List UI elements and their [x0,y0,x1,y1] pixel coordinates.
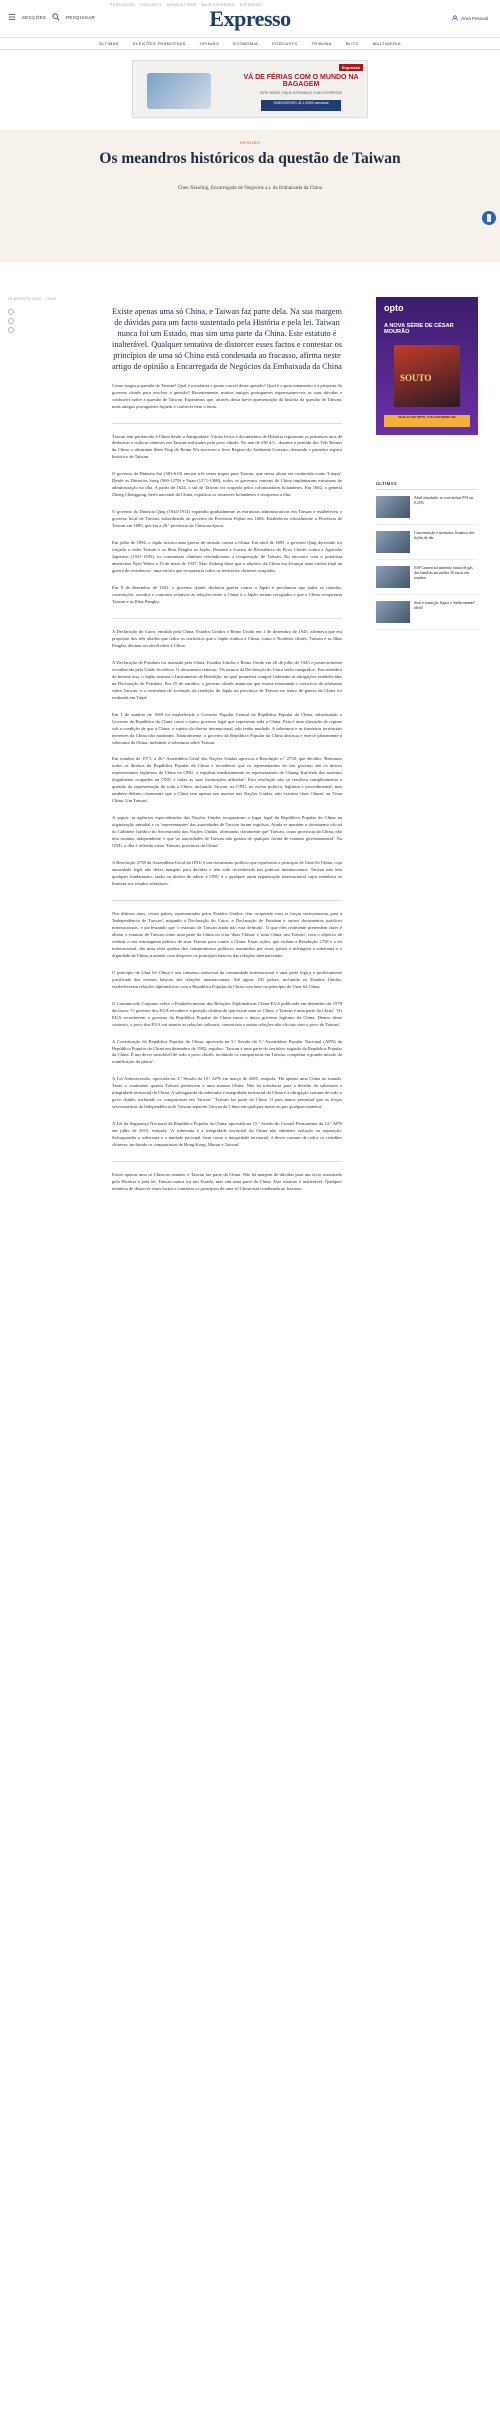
divider [112,618,342,619]
article-paragraph: Como surgiu a questão de Taiwan? Qual é a essência e ponto crucial desta questão? Qual é o posicionamento e a proposta do governo chinês para resolver a questão? Recentemente, muitos amigos portugueses expressaram-nos as suas dúvidas e confusões sobre a questão de Taiwan. Esperamos que, através desta breve apresentação da história da questão de Taiwan, mais amigos portugueses fiquem a conhecer bem o tema. [112,382,342,409]
article-paragraph: A Resolução 2758 da Assembleia Geral da ONU é um documento político que representa o princípio de Uma Só China, cuja autoridade legal não deixa margem para dúvidas e tem sido reconhecida nas práticas internacionais. Taiwan não tem qualquer fundamento, razão ou direito de aderir à ONU e a qualquer outra organização internacional cujos membros se limitem aos estados soberanos. [112,860,342,886]
share-twitter-icon[interactable] [8,318,14,324]
article-paragraph: A Constituição da República Popular da China, aprovada na 5.ª Sessão da 5.ª Assembleia Popular Nacional (APN) da República Popular da China em dezembro de 1982, regulou: 'Taiwan é uma parte do território sagrado da República Popular da China. É um dever inviolável de todo o povo chinês, incluindo os compatriotas em Taiwan, completar a grande missão da reunificação da pátria'. [112,1038,342,1065]
article-paragraph: Em 1 de outubro de 1949 foi estabelecido o Governo Popular Central da República Popular da China, substituindo o Governo da República da China como o único governo legal que representa toda a China. Esta é uma alteração de regime sob a condição de que a China, o sujeito do direito internacional, não tenha mudado. A soberania e as fronteiras territoriais inerentes da China não mudaram. Naturalmente, o governo da República Popular da China desfruta e exerce plenamente a soberania da China, incluindo a soberania sobre Taiwan. [112,711,342,745]
nav-item-opiniao[interactable]: OPINIÃO [199,41,220,46]
divider [112,423,342,424]
ad-brand: Expresso [339,64,363,71]
sidebar-ad-slogan: A NOVA SÉRIE DE CÉSAR MOURÃO [384,323,454,336]
ad-cta-button[interactable]: SUBSCREVER JÁ 1,00€/3 semanas [261,100,341,111]
article-paragraph: Taiwan tem pertencido à China desde a Antiguidade. Várias livros e documentos de História registaram os primeiros atos de desbravar e cultivar chineses em Taiwan realizados pelo povo chinês. No ano de 230 d.C., durante o período dos Três Reinos da China, o almirante Shen Ying do Reino Wu escreveu o livro Registo do Ambiente Costeiro, deixando o primeiro registo histórico de Taiwan. [112,433,342,460]
upper-link[interactable]: EXPRESSO [239,3,262,7]
article-body [112,297,342,1193]
share-buttons [8,309,14,333]
nav-item-ultimas[interactable]: ÚLTIMAS [99,41,119,46]
article-paragraph: O governo da Dinastia Qing (1644-1912) expandiu gradualmente as estruturas administrativas em Taiwan e estabeleceu o governo local de Taiwan, subordinado ao governo da Província Fujian em 1684. Estabeleceu oficialmente a Província de Taiwan em 1885, que era a 20.ª província da China na época. [112,509,342,529]
ad-image [147,73,211,109]
article-hero [0,130,500,262]
account-label[interactable]: Área Pessoal [461,16,488,21]
article-paragraph: A Declaração do Cairo, emitida pela China, Estados Unidos e Reino Unido em 1 de dezembro de 1943, afirmava que era propósito dos três aliados que todos os territórios que o Japão roubou à China, como o Nordeste chinês, Taiwan e as Ilhas Penghu, deviam ser devolvidos à China. [112,628,342,648]
ad-headline: VÁ DE FÉRIAS COM O MUNDO NA BAGAGEM [243,74,359,89]
article-date: 24 AGOSTO 2022 · 19:59 [8,297,56,301]
article-paragraph: O Comunicado Conjunto sobre o Estabelecimento das Relações Diplomáticas China-EUA publicado em dezembro de 1978 declarou: 'O governo dos EUA reconhece a posição chinesa de que existe uma só China, e Taiwan é uma parte da China'. 'Os EUA reconhecem o governo da República Popular da China como o único governo legítimo da China. Dentro deste contexto, o povo dos EUA vai manter as relações culturais, comerciais e outras relações não oficiais com o povo de Taiwan'. [112,1000,342,1027]
article-paragraph: A Lei da Segurança Nacional da República Popular da China, aprovada na 15.ª Sessão do Comitê Permanente da 12.ª APN em julho de 2015, estipula: 'A soberania e a integridade territorial da China não admitem violação ou separação. Salvaguardar a soberania e a unidade nacional, bem como a integridade territorial, é dever comum de todos os cidadãos chineses, incluindo os compatriotas de Hong Kong, Macau e Taiwan'. [112,1121,342,1148]
sidebar-item-text[interactable]: Será a transição lógica e 'medicamente' ideal? [414,601,475,611]
sidebar-thumbnail[interactable] [376,601,410,623]
article-paragraph: O princípio de Uma Só China é um consenso universal da comunidade internacional e uma parte lógica e juridicamente justificada das normas básicas das relações internacionais. Até agora, 181 países, incluindo os Estados Unidos, estabeleceram relações diplomáticas com a República Popular da China com base no princípio de Uma Só China. [112,969,342,989]
article-paragraph: Em julho de 1894, o Japão iniciou uma guerra de invasão contra a China. Em abril de 1895, o governo Qing derrotado foi forçado a ceder Taiwan e as Ilhas Penghu ao Japão. Durante a Guerra de Resistência do Povo Chinês contra a Agressão Japonesa (1931-1945), os comunistas chineses reivindicaram a recuperação de Taiwan. No encontro com o jornalista americano Nym Wales a 15 de maio de 1937, Mao Zedong disse que o objetivo da China era alcançar uma vitória final na guerra de resistência - uma vitória que recuperaria todos os territórios chineses ocupados. [112,540,342,574]
article-paragraph: A seguir, as agências especializadas das Nações Unidas recuperaram o lugar legal da República Popular da China na organização mundial e os 'representantes' das autoridades de Taiwan foram expulsos. Ainda se mantém o documento oficial do Gabinete Jurídico do Secretariado das Nações Unidas, afirmando claramente que 'Taiwan, como província da China, não tem estatuto independente' e que 'as autoridades de Taiwan não gozam de qualquer forma de estatuto governamental'. Na ONU, a ilha é referida como 'Taiwan, província da China'. [112,815,342,849]
sidebar-item-text[interactable]: Concentração e memória: listamos três lições de dar [414,531,475,541]
sidebar-ad-logo: opto [384,303,404,313]
article-byline: Chen Xiaoling, Encarregada de Negócios a.i. da Embaixada da China [177,184,323,191]
menu-button[interactable]: SECÇÕES [22,15,47,20]
article-lead: Existe apenas uma só China, e Taiwan faz parte dela. Na sua margem de dúvidas para um facto sustentado pela História e pela lei. Taiwan nunca foi um Estado, mas sim uma parte da China. Este estatuto é inalterável. Qualquer tentativa de distorcer esses factos e contestar os princípios de uma só China está condenada ao fracasso, afirma neste artigo de opinião a Encarregada de Negócios da Embaixada da China [112,307,342,371]
divider [112,900,342,901]
article-paragraph: Em outubro de 1971, a 26.ª Assembleia Geral das Nações Unidas aprovou a Resolução n.º 2758, que decidiu: 'Restaurar todos os direitos da República Popular da China e reconhecer que os representantes do seu governo são os únicos representantes legítimos da China na ONU, e expulsar imediatamente os representantes de Chiang Kai-shek dos assentos ilegalmente ocupados na ONU e todas as suas instituições afiliadas'. Esta resolução não só resolveu completamente a questão da representação de toda a China, incluindo Taiwan, na ONU, na esfera política, legítima e procedimental, mas também definiu claramente que a China tem apenas um assento nas Nações Unidas, não existem 'duas Chinas' ou 'Uma China, Um Taiwan'. [112,756,342,804]
divider [112,1161,342,1162]
article-paragraph: Nos últimos anos, certos países, representados pelos Estados Unidos, têm cooperado com as forças secessionistas para a 'Independência de Taiwan', negando a Declaração do Cairo, a Declaração de Potsdam e outros documentos jurídicos internacionais, e professando que 'o estatuto de Taiwan ainda não está definido'. O que eles realmente pretendem fazer é alterar o estatuto de Taiwan como uma parte da China ou criar 'duas Chinas' e 'uma China, um Taiwan', com o objetivo de realizar o seu estratagema político de usar Taiwan para conter a China. Essas ações, que violam a Resolução 2758 e a lei internacional, são uma séria quebra dos compromissos políticos assumidos por esses países e infringem a soberania e a dignidade da China, trazendo com desprezo os princípios básicos das relações internacionais. [112,910,342,958]
sidebar [376,297,478,630]
article-paragraph: A Declaração de Potsdam foi assinada pela China, Estados Unidos e Reino Unido em 26 de julho de 1945 e posteriormente reconhecida pela União Soviética. O documento reiterou: 'Os termos da Declaração do Cairo serão cumpridos'. Em setembro do mesmo ano, o Japão assinou o Instrumento de Rendição, no qual prometeu cumprir fielmente as obrigações estabelecidas na Declaração de Potsdam. Em 25 de outubro, o governo chinês anunciou que estava retomando o exercício da soberania sobre Taiwan, e a cerimónia de aceitação da rendição do Japão na província de Taiwan no teatro de guerra da China foi realizada em Taipé. [112,659,342,700]
sidebar-item[interactable] [376,595,478,630]
sidebar-item[interactable] [376,560,478,595]
share-email-icon[interactable] [8,327,14,333]
nav-item-eleicoes[interactable]: ELEIÇÕES FRANCESAS [132,41,186,46]
nav-item-podcasts[interactable]: PODCASTS [272,41,298,46]
nav-item-multimedia[interactable]: MULTIMEDIA [372,41,401,46]
nav-item-blitz[interactable]: BLITZ [345,41,359,46]
sidebar-item-text[interactable]: Abril afundado: se com bolsas PSI cai 0,25% [414,496,474,506]
nav-item-economia[interactable]: ECONOMIA [233,41,259,46]
article-paragraph: Em 9 de dezembro de 1941, o governo chinês declarou guerra contra o Japão e proclamou que todos os tratados, convenções, acordos e contratos relativos às relações entre a China e o Japão seriam revogados e que a China recuperaria Taiwan e as Ilhas Penghu. [112,585,342,604]
upper-link[interactable]: NEWSLETTERS [166,3,197,7]
upper-link[interactable]: PODCASTS [140,3,162,7]
nav-item-tribuna[interactable]: TRIBUNA [311,41,332,46]
sidebar-thumbnail[interactable] [376,531,410,553]
sidebar-heading: ÚLTIMAS [376,481,478,490]
section-label[interactable]: OPINIÃO [239,140,261,145]
sidebar-thumbnail[interactable] [376,566,410,588]
article-paragraph: Existe apenas uma só China no mundo, e Taiwan faz parte da China. Não há margem de dúvidas para um facto sustentado pela História e pela lei. Taiwan nunca foi um Estado, mas sim uma parte da China. Este estatuto é inalterável. Qualquer tentativa de distorcer esses factos e contestar os princípios de uma só China está condenada ao fracasso. [112,1172,342,1192]
article-title: Os meandros históricos da questão de Taiwan [99,150,401,167]
upper-link[interactable]: PORTUGUÊS [110,3,136,7]
sidebar-thumbnail[interactable] [376,496,410,518]
article-paragraph: O governo da Dinastia Sui (581-618) enviou três vezes tropas para Taiwan, que nessa altura era conhecida como 'Liuqiu'. Desde as Dinastias Song (960-1279) e Yuan (1271-1368), todos os governos centrais da China implantaram estruturas de administração na ilha. A partir de 1624, o sul de Taiwan foi ocupado pelos colonizadores holandeses. Em 1662, o general Zheng Chenggong, herói nacional da China, expulsou os invasores holandeses e recuperou a ilha. [112,471,342,498]
ad-banner[interactable] [132,60,368,118]
upper-link[interactable]: MAIS EXPRESSO [201,3,235,7]
sidebar-ad-poster-title: SOUTO [400,373,432,383]
sidebar-ad[interactable] [376,297,478,435]
sidebar-item[interactable] [376,490,478,525]
sidebar-item[interactable] [376,525,478,560]
search-button[interactable]: PESQUISAR [66,15,96,20]
sidebar-ad-cta[interactable]: VEJA JÁ NO OPTO, A PLATAFORMA SIC [384,415,470,427]
share-facebook-icon[interactable] [8,309,14,315]
ad-subtitle: ESTE VERÃO, FIQUE INFORMADO COM O EXPRESSO [259,91,343,95]
sidebar-item-text[interactable]: ESP Comercial aumenta fatura de gás das famílias em média 30 euros em outubro [414,566,473,581]
user-icon [452,15,458,22]
top-bar [0,0,500,38]
article-paragraph: A Lei Antissecessão, aprovada na 3.ª Sessão da 10.ª APN em março de 2005, estipula: 'Há apenas uma China no mundo. Tanto o continente quanto Taiwan pertencem a uma mesma China. Não há tolerância para a divisão da soberania e integridade territorial da China. A salvaguarda da soberania e integridade territorial da China é a obrigação comum de todo o povo chinês, incluindo os compatriotas em Taiwan.' 'Taiwan faz parte da China. O país nunca permitirá que as forças secessionistas da Independência de Taiwan separem Taiwan da China em qualquer nome ou por qualquer maneira'. [112,1076,342,1110]
site-logo[interactable]: Expresso [209,6,291,31]
account-area[interactable] [452,15,488,22]
accessibility-button[interactable] [482,211,496,225]
main-nav [0,38,500,50]
